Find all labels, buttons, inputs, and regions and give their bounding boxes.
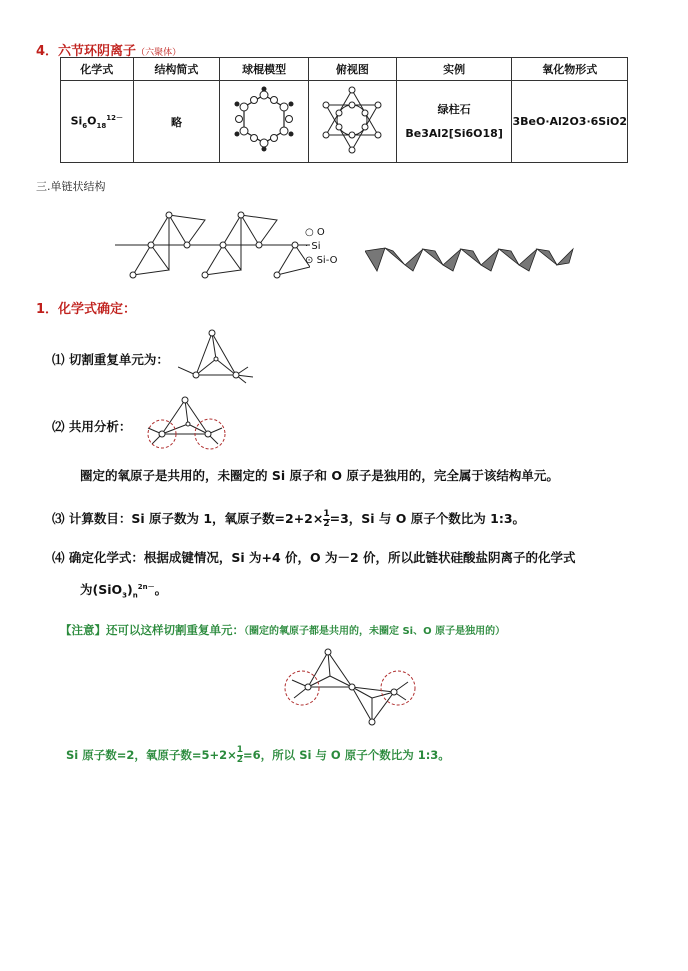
step-1-text: ⑴ 切割重复单元为： bbox=[52, 352, 169, 367]
structure-cell: 略 bbox=[133, 81, 220, 163]
note-line: 【注意】还可以这样切割重复单元：（圈定的氧原子都是共用的，未圈定 Si、O 原子是独用的） bbox=[60, 623, 506, 637]
tetrahedra-chain-diagram bbox=[365, 243, 575, 275]
example-name: 绿柱石 bbox=[437, 102, 471, 116]
section-1-heading: 1．化学式确定： bbox=[36, 302, 137, 317]
header-cell: 实例 bbox=[396, 58, 512, 81]
alternative-repeat-unit-diagram bbox=[280, 642, 420, 732]
section-note: （六聚体） bbox=[136, 48, 182, 58]
ball-stick-model-image bbox=[229, 85, 299, 155]
header-cell: 氧化物形式 bbox=[512, 58, 628, 81]
single-chain-structure-diagram bbox=[115, 205, 310, 285]
example-formula: Be3Al2[Si6O18] bbox=[405, 126, 503, 140]
table-row bbox=[61, 81, 628, 163]
fraction-half: $\frac{1}{2}$ bbox=[323, 509, 330, 529]
table-header-row bbox=[61, 58, 628, 81]
header-cell: 结构简式 bbox=[133, 58, 220, 81]
step-4-line-1: ⑷ 确定化学式：根据成键情况，Si 为+4 价，O 为－2 价，所以此链状硅酸盐阴离子的化学式 bbox=[52, 550, 576, 565]
top-view-cell bbox=[309, 81, 397, 163]
shared-analysis-diagram bbox=[140, 392, 230, 456]
legend-sio: ⊙ Si-O bbox=[305, 255, 338, 266]
top-view-image bbox=[317, 85, 387, 155]
chain-legend bbox=[305, 226, 337, 268]
section-3-heading: 三.单链状结构 bbox=[36, 180, 106, 193]
section-title: 六节环阴离子 bbox=[58, 44, 137, 59]
header-cell: 俯视图 bbox=[309, 58, 397, 81]
step-2-explanation: 圈定的氧原子是共用的，未圈定的 Si 原子和 O 原子是独用的，完全属于该结构单元。 bbox=[80, 468, 559, 483]
fraction-half: $\frac{1}{2}$ bbox=[236, 745, 244, 765]
formula-cell: $Si_6O_{18}^{12-}$ bbox=[61, 81, 134, 163]
header-cell: 球棍模型 bbox=[220, 58, 309, 81]
legend-si: · Si bbox=[305, 241, 321, 252]
step-4-line-2: 为$(SiO_3)_n^{2n-}$。 bbox=[80, 582, 168, 600]
example-cell bbox=[396, 81, 512, 163]
section-number: 4． bbox=[36, 44, 59, 59]
header-cell: 化学式 bbox=[61, 58, 134, 81]
legend-o: ○ O bbox=[305, 227, 325, 238]
repeat-unit-diagram bbox=[178, 325, 253, 385]
step-3-text: ⑶ 计算数目：Si 原子数为 1，氧原子数=2+2× $\frac{1}{2}$ =3，Si 与 O 原子个数比为 1:3。 bbox=[52, 509, 526, 529]
step-2-text: ⑵ 共用分析： bbox=[52, 419, 132, 434]
six-ring-table bbox=[60, 57, 628, 163]
ball-stick-model-cell bbox=[220, 81, 309, 163]
oxide-form-cell: 3BeO·Al2O3·6SiO2 bbox=[512, 81, 628, 163]
final-result-line: Si 原子数=2，氧原子数=5+2× $\frac{1}{2}$ =6，所以 Si 与 O 原子个数比为 1:3。 bbox=[66, 745, 450, 765]
